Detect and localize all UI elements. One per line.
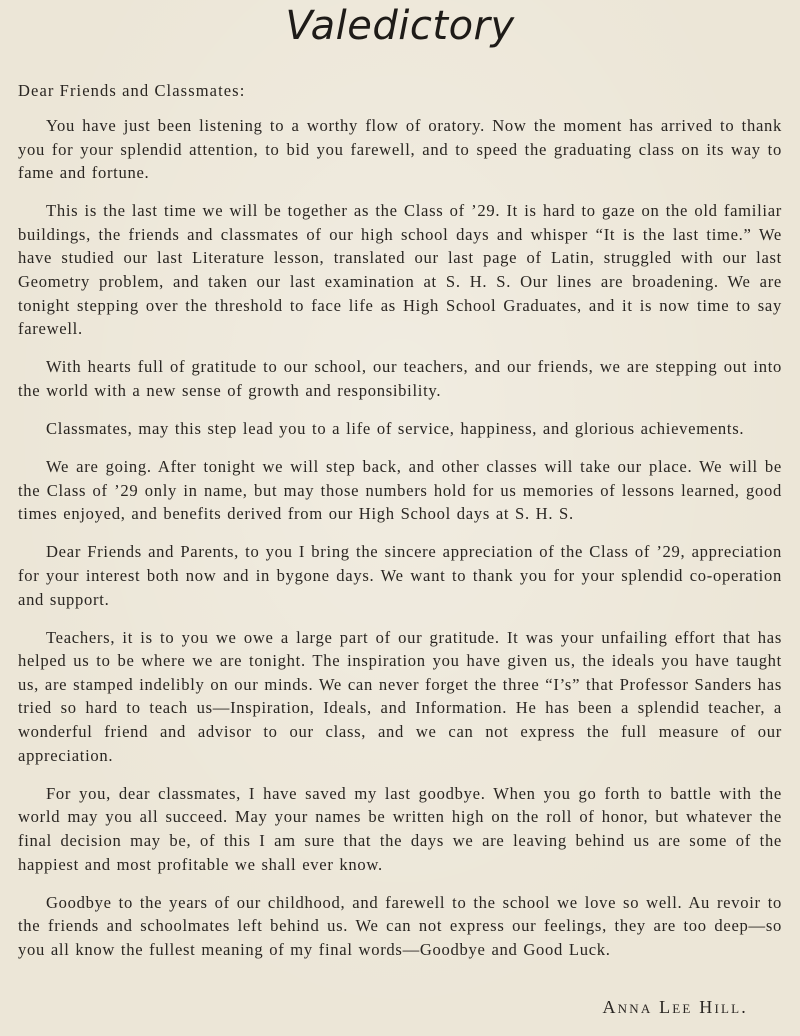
paragraph: You have just been listening to a worthy flow of oratory. Now the moment has arrived to thank you for your splendid attention, to bid you farewell, and to speed the graduating class on its way to fame and fortune. [18,116,782,183]
speech-body [18,114,782,976]
paragraph: We are going. After tonight we will step back, and other classes will take our place. We will be the Class of ’29 only in name, but may those numbers hold for us memories of lessons learned, good times enjoyed, and benefits derived from our High School days at S. H. S. [18,457,782,524]
paragraph: Classmates, may this step lead you to a life of service, happiness, and glorious achievements. [46,419,745,439]
page-title: Valedictory [285,3,515,49]
paragraph: For you, dear classmates, I have saved my last goodbye. When you go forth to battle with the world may you all succeed. May your names be written high on the roll of honor, but whatever the final decision may be, of this I am sure that the days we are leaving behind us are some of the happiest and most profitable we shall ever know. [18,783,782,874]
salutation: Dear Friends and Classmates: [18,81,246,100]
paragraph: Goodbye to the years of our childhood, and farewell to the school we love so well. Au revoir to the friends and schoolmates left behind us. We can not express our feelings, they are too deep—so you all know the fullest meaning of my final words—Goodbye and Good Luck. [18,892,782,959]
paragraph: Dear Friends and Parents, to you I bring the sincere appreciation of the Class of ’29, appreciation for your interest both now and in bygone days. We want to thank you for your splendid co-operation and support. [18,542,782,609]
signature: Anna Lee Hill. [602,997,748,1017]
paragraph: With hearts full of gratitude to our school, our teachers, and our friends, we are stepping out into the world with a new sense of growth and responsibility. [18,357,782,400]
paragraph: Teachers, it is to you we owe a large part of our gratitude. It was your unfailing effort that has helped us to be where we are tonight. The inspiration you have given us, the ideals you have taught us, are stamped indelibly on our minds. We can never forget the three “I’s” that Professor Sanders has tried so hard to teach us—Inspiration, Ideals, and Information. He has been a splendid teacher, a wonderful friend and advisor to our class, and we can not express the full measure of our appreciation. [18,627,782,765]
paragraph: This is the last time we will be together as the Class of ’29. It is hard to gaze on the old familiar buildings, the friends and classmates of our high school days and whisper “It is the last time.” We have studied our last Literature lesson, translated our last page of Latin, struggled with our last Geometry problem, and taken our last examination at S. H. S. Our lines are broadening. We are tonight stepping over the threshold to face life as High School Graduates, and it is now time to say farewell. [18,201,782,339]
